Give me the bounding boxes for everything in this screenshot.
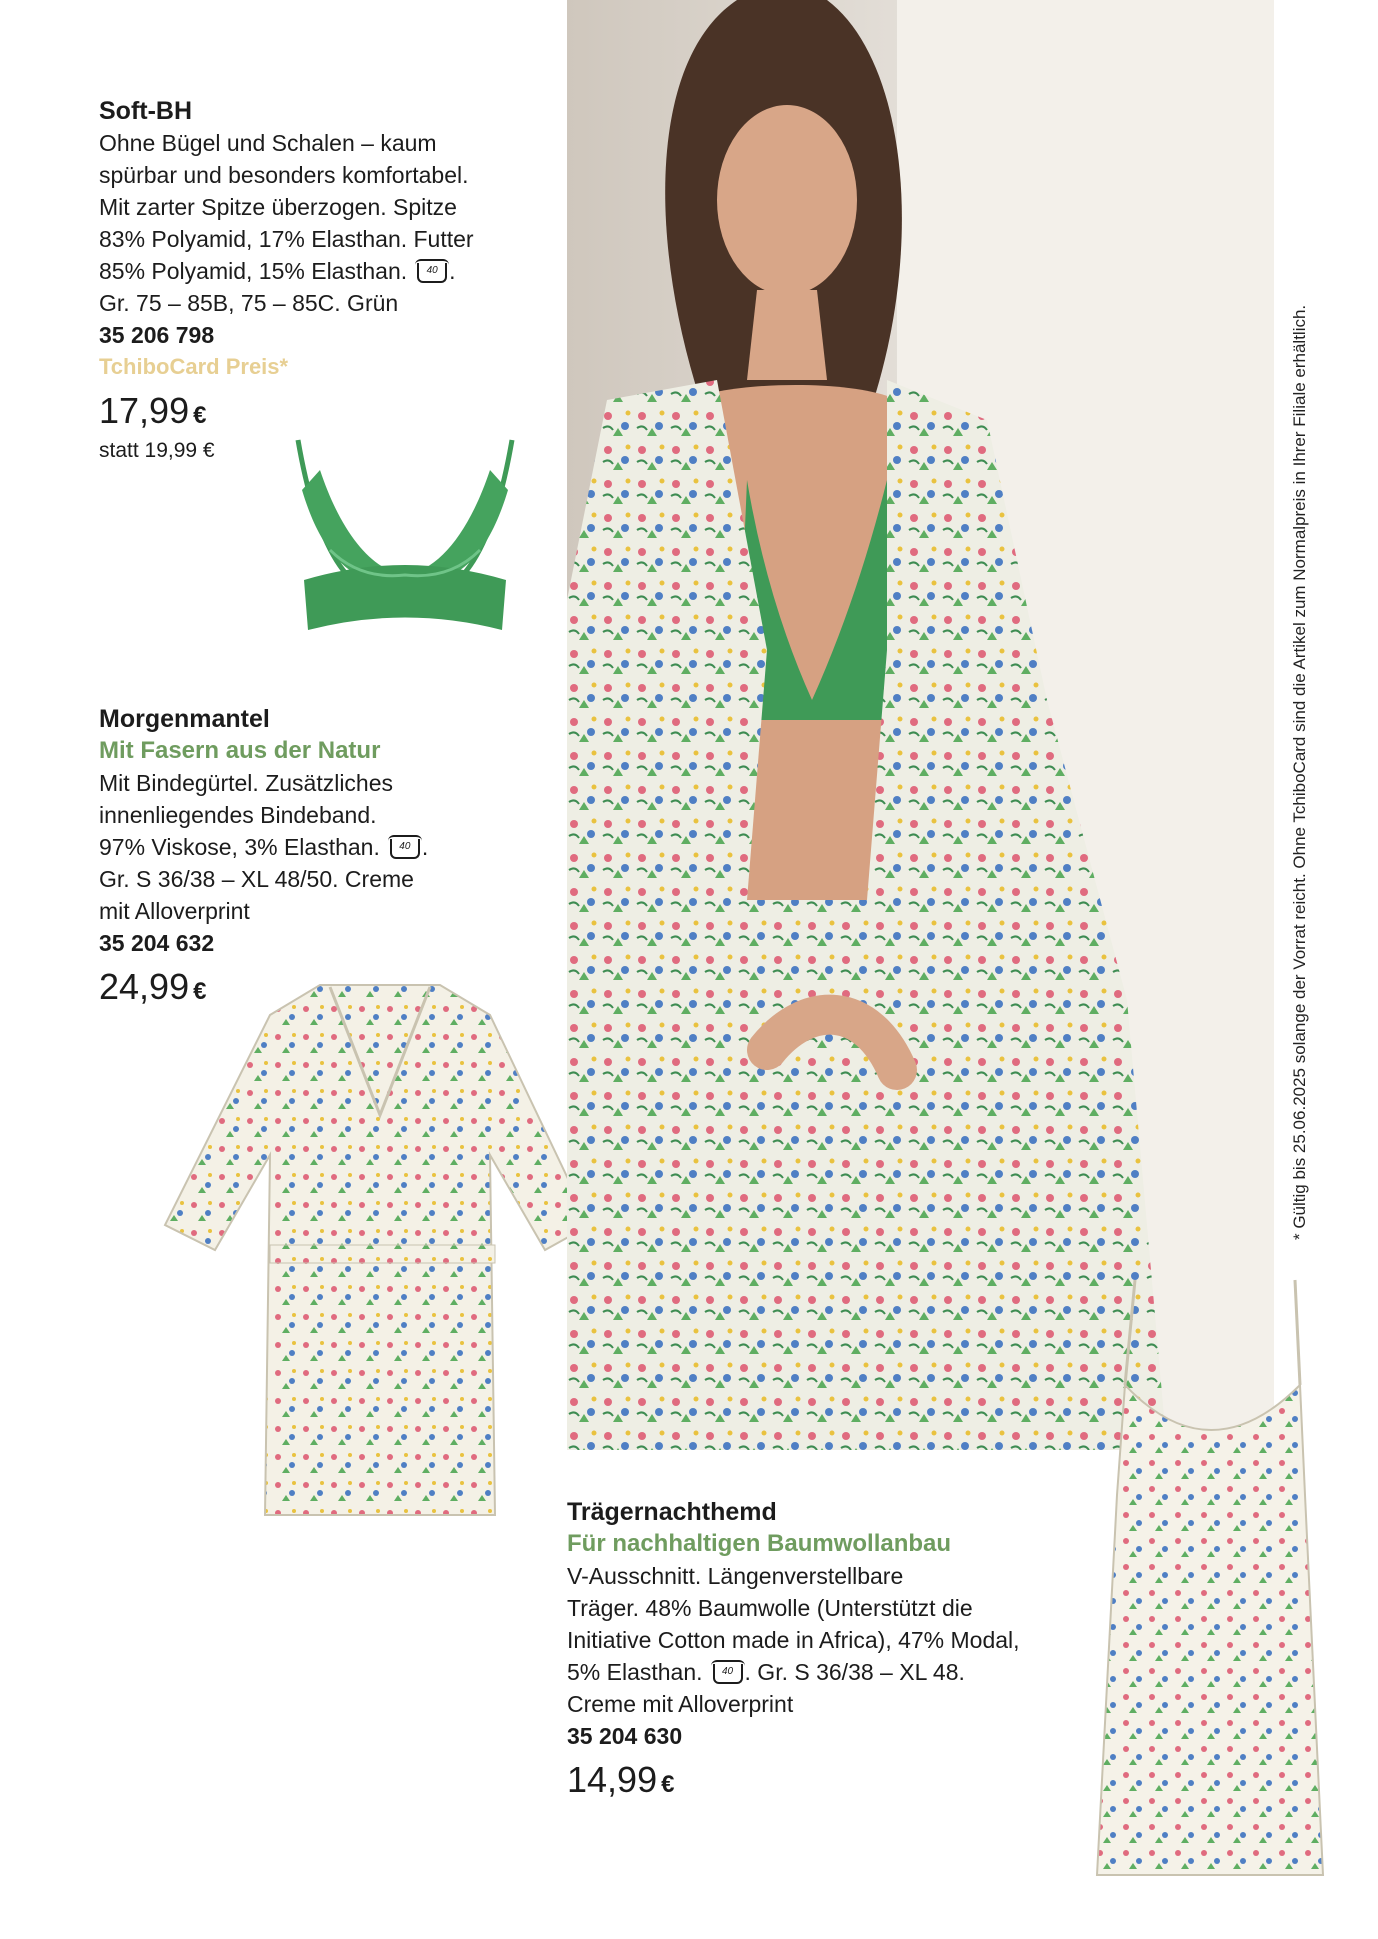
desc-line: 83% Polyamid, 17% Elasthan. Futter (99, 226, 474, 252)
price-value: 14,99 (567, 1759, 658, 1800)
desc-line: spürbar und besonders komfortabel. (99, 162, 469, 188)
desc-line: Träger. 48% Baumwolle (Unterstützt die (567, 1595, 973, 1621)
model-photo-illustration (567, 0, 1274, 1450)
nightdress-product-image (1095, 1275, 1325, 1895)
desc-line: V-Ausschnitt. Längenverstellbare (567, 1563, 904, 1589)
price-value: 24,99 (99, 966, 190, 1007)
desc-text: 5% Elasthan. (567, 1659, 703, 1685)
desc-line: 85% Polyamid, 15% Elasthan. 40 . (99, 258, 456, 284)
price-value: 17,99 (99, 390, 190, 431)
desc-text: 85% Polyamid, 15% Elasthan. (99, 258, 408, 284)
model-photo (567, 0, 1274, 1450)
desc-line: mit Alloverprint (99, 898, 250, 924)
wash-40-icon: 40 (713, 1664, 743, 1684)
currency: € (193, 978, 207, 1005)
wash-40-icon: 40 (390, 839, 420, 859)
desc-text: . Gr. S 36/38 – XL 48. (744, 1659, 965, 1685)
traeger-article-number: 35 204 630 (567, 1723, 683, 1749)
desc-text: 97% Viskose, 3% Elasthan. (99, 834, 380, 860)
tchibocard-price-label: TchiboCard Preis* (99, 354, 289, 379)
currency: € (193, 402, 207, 429)
morgenmantel-title: Morgenmantel (99, 705, 270, 733)
morgenmantel-block (99, 703, 539, 1014)
desc-line: Ohne Bügel und Schalen – kaum (99, 130, 437, 156)
morgenmantel-article-number: 35 204 632 (99, 930, 215, 956)
softbh-article-number: 35 206 798 (99, 322, 215, 348)
traeger-price (567, 1758, 1107, 1807)
softbh-title: Soft-BH (99, 97, 193, 125)
bra-product-image (290, 430, 520, 640)
desc-line: Mit zarter Spitze überzogen. Spitze (99, 194, 457, 220)
desc-line: Gr. 75 – 85B, 75 – 85C. Grün (99, 290, 399, 316)
desc-line: Mit Bindegürtel. Zusätzliches (99, 770, 394, 796)
traeger-title: Trägernachthemd (567, 1498, 777, 1526)
robe-product-image (160, 975, 600, 1535)
morgenmantel-subtitle: Mit Fasern aus der Natur (99, 737, 381, 764)
desc-line: Gr. S 36/38 – XL 48/50. Creme (99, 866, 414, 892)
legal-note: * Gültig bis 25.06.2025 solange der Vorrat reicht. Ohne TchiboCard sind die Artikel zum Normalpreis in Ihrer Filiale erhältlich. (1290, 304, 1309, 1240)
traeger-subtitle: Für nachhaltigen Baumwollanbau (567, 1530, 952, 1557)
currency: € (661, 1771, 675, 1798)
softbh-old-price: statt 19,99 € (99, 439, 215, 462)
desc-line (567, 1656, 1107, 1688)
wash-40-icon: 40 (417, 263, 447, 283)
softbh-description (99, 127, 539, 319)
desc-line: Initiative Cotton made in Africa), 47% Modal, (567, 1627, 1020, 1653)
desc-line: innenliegendes Bindeband. (99, 802, 377, 828)
traeger-description (567, 1560, 1107, 1720)
desc-line: 97% Viskose, 3% Elasthan. 40 . (99, 834, 429, 860)
morgenmantel-description (99, 767, 539, 927)
softbh-block (99, 95, 539, 464)
desc-line: Creme mit Alloverprint (567, 1691, 794, 1717)
traeger-block (567, 1496, 1107, 1807)
